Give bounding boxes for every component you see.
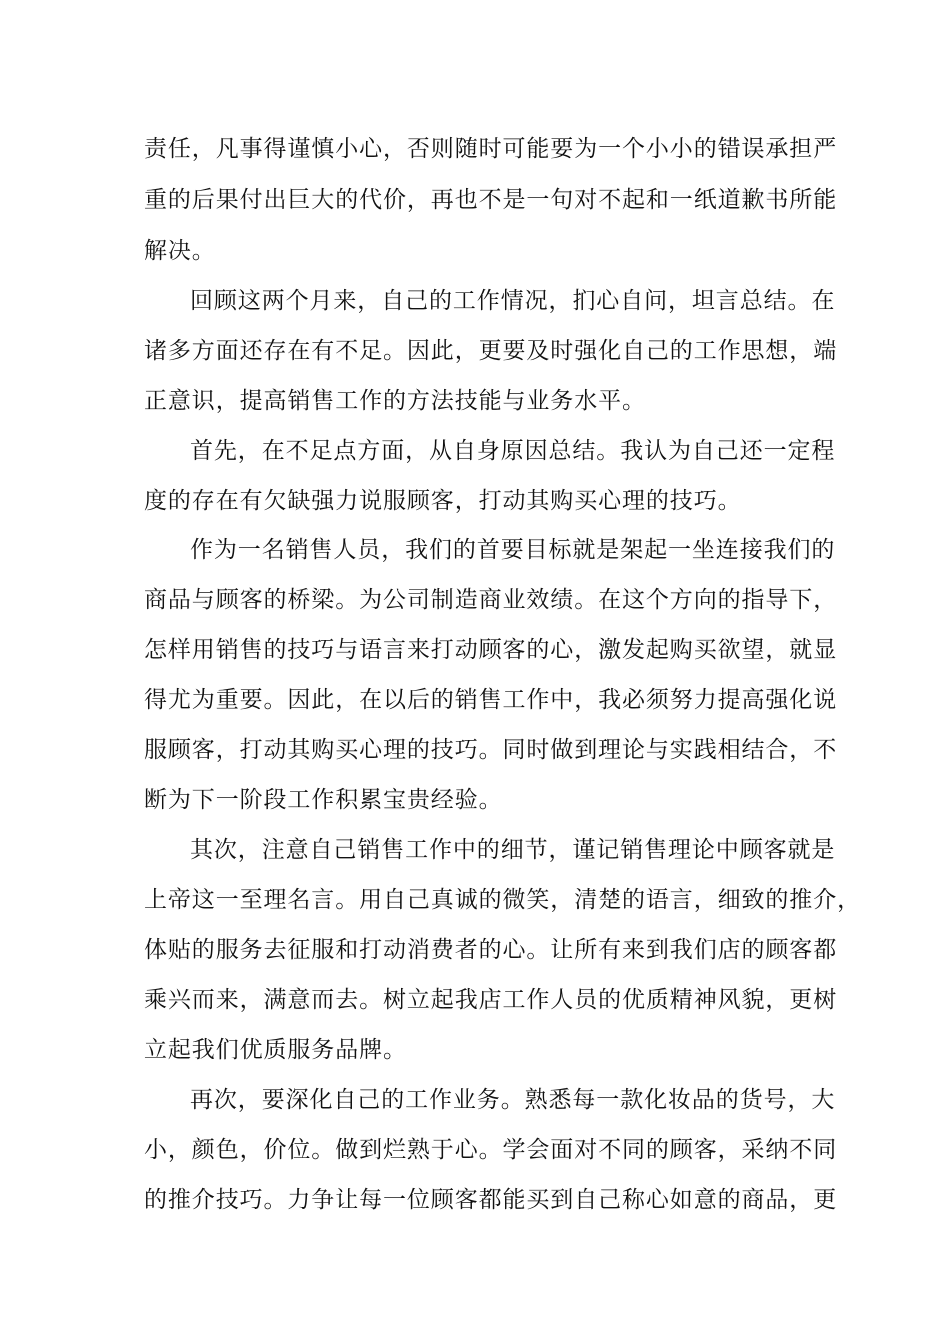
- text-line: 责任，凡事得谨慎小心，否则随时可能要为一个小小的错误承担严: [144, 136, 838, 162]
- text-line: 诸多方面还存在有不足。因此，更要及时强化自己的工作思想，端: [144, 338, 838, 364]
- paragraph-first-line: 首先，在不足点方面，从自身原因总结。我认为自己还一定程: [190, 438, 836, 464]
- text-line: 体贴的服务去征服和打动消费者的心。让所有来到我们店的顾客都: [144, 937, 838, 963]
- text-line: 商品与顾客的桥梁。为公司制造商业效绩。在这个方向的指导下，: [144, 587, 838, 613]
- text-line: 小，颜色，价位。做到烂熟于心。学会面对不同的顾客，采纳不同: [144, 1137, 838, 1163]
- text-line: 得尤为重要。因此，在以后的销售工作中，我必须努力提高强化说: [144, 687, 838, 713]
- paragraph-first-line: 作为一名销售人员，我们的首要目标就是架起一坐连接我们的: [190, 537, 836, 563]
- text-line: 的推介技巧。力争让每一位顾客都能买到自己称心如意的商品，更: [144, 1187, 838, 1213]
- text-line: 正意识，提高销售工作的方法技能与业务水平。: [144, 388, 646, 414]
- text-line: 重的后果付出巨大的代价，再也不是一句对不起和一纸道歉书所能: [144, 187, 838, 213]
- text-line: 立起我们优质服务品牌。: [144, 1037, 407, 1063]
- paragraph-first-line: 其次，注意自己销售工作中的细节，谨记销售理论中顾客就是: [190, 837, 836, 863]
- text-line: 上帝这一至理名言。用自己真诚的微笑，清楚的语言，细致的推介，: [144, 887, 861, 913]
- text-line: 服顾客，打动其购买心理的技巧。同时做到理论与实践相结合，不: [144, 737, 838, 763]
- text-line: 怎样用销售的技巧与语言来打动顾客的心，激发起购买欲望，就显: [144, 637, 838, 663]
- text-line: 度的存在有欠缺强力说服顾客，打动其购买心理的技巧。: [144, 488, 742, 514]
- paragraph-first-line: 回顾这两个月来，自己的工作情况，扪心自问，坦言总结。在: [190, 288, 836, 314]
- text-line: 乘兴而来，满意而去。树立起我店工作人员的优质精神风貌，更树: [144, 987, 838, 1013]
- text-line: 解决。: [144, 238, 216, 264]
- paragraph-first-line: 再次，要深化自己的工作业务。熟悉每一款化妆品的货号，大: [190, 1087, 836, 1113]
- text-line: 断为下一阶段工作积累宝贵经验。: [144, 787, 503, 813]
